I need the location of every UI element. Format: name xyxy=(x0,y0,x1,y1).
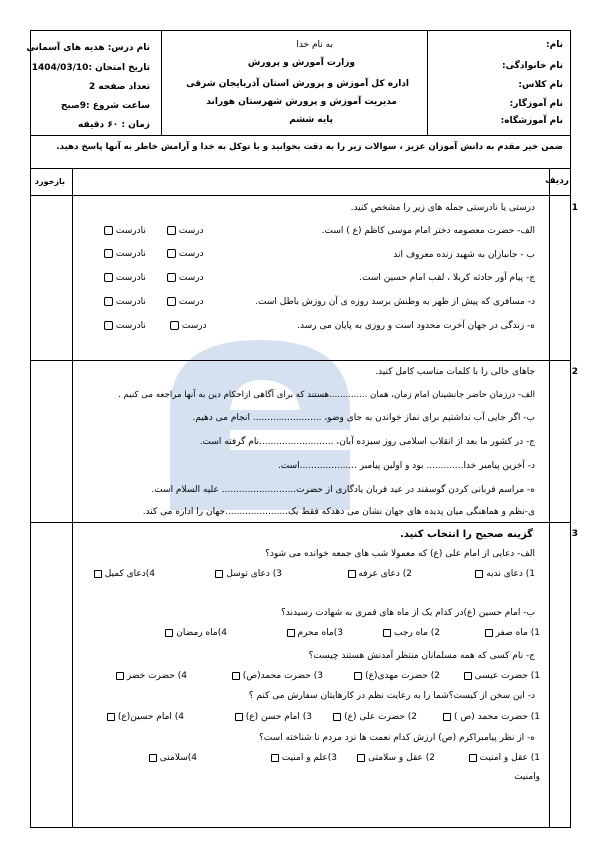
start-time: ساعت شروع :9صبح xyxy=(60,101,150,111)
province-office: اداره کل آموزش و پرورش استان آذربایجان شرقی xyxy=(186,79,409,89)
q3-c-opt4[interactable]: 4) حضرت خضر xyxy=(116,671,187,682)
q3-d-opt2[interactable]: 2) حضرت علی (ع) xyxy=(333,712,417,723)
q3-number: 3 xyxy=(571,529,578,539)
q2-item-b: ب- اگر جایی آب نداشتیم برای نماز خواندن به جای وضو، ........................ انجام می دهیم. xyxy=(192,413,535,423)
q2-item-d: د- آخرین پیامبر خدا............. بود و اولین پیامبر ....................است. xyxy=(277,461,535,471)
q1-item-b: ب - جانبازان به شهید زنده معروف اند xyxy=(393,250,535,260)
q3-title: گزینه صحیح را انتخاب کنید. xyxy=(399,529,533,540)
school-label: نام آموزشگاه: xyxy=(500,116,563,126)
q1-e-true[interactable]: درست xyxy=(170,321,207,332)
true-checkbox[interactable] xyxy=(167,273,176,282)
true-checkbox[interactable] xyxy=(167,249,176,258)
q3-question-b: ب- امام حسین (ع)در کدام یک از ماه های قمری به شهادت رسیدند؟ xyxy=(281,608,535,618)
ministry: وزارت آموزش و پرورش xyxy=(247,58,355,68)
option-checkbox[interactable] xyxy=(232,672,240,680)
false-checkbox[interactable] xyxy=(104,273,113,282)
true-checkbox[interactable] xyxy=(167,297,176,306)
q1-number: 1 xyxy=(571,203,578,213)
q3-b-opt1[interactable]: 1) ماه صفر xyxy=(485,628,540,639)
true-checkbox[interactable] xyxy=(170,321,179,330)
row-header: ردیف xyxy=(545,176,569,186)
option-checkbox[interactable] xyxy=(116,672,124,680)
option-checkbox[interactable] xyxy=(485,629,493,637)
false-checkbox[interactable] xyxy=(104,226,113,235)
q1-item-c: ج- پیام آور حادثه کربلا ، لقب امام حسین است. xyxy=(359,273,535,283)
q1-b-true[interactable]: درست xyxy=(167,249,204,260)
q3-e-opt3[interactable]: 3)علم و امنیت xyxy=(271,753,337,764)
q3-b-opt3[interactable]: 3)ماه محرم xyxy=(287,628,343,639)
q2-item-f: ی-نظم و هماهنگی میان پدیده های جهان نشان می دهدکه فقط یک......................جهان را اداره می کند. xyxy=(142,507,535,517)
q1-c-false[interactable]: نادرست xyxy=(104,273,146,284)
subject: نام درس: هدیه های آسمانی xyxy=(26,43,150,53)
option-checkbox[interactable] xyxy=(271,754,279,762)
option-checkbox[interactable] xyxy=(235,713,243,721)
q3-b-opt2[interactable]: 2) ماه رجب xyxy=(383,628,440,639)
q3-e-opt4[interactable]: 4)سلامتی xyxy=(149,753,197,764)
teacher-label: نام آموزگار: xyxy=(509,99,563,109)
option-checkbox[interactable] xyxy=(469,754,477,762)
false-checkbox[interactable] xyxy=(104,321,113,330)
class-label: نام کلاس: xyxy=(518,80,563,90)
q3-c-opt1[interactable]: 1) حضرت عیسی xyxy=(464,671,540,682)
option-checkbox[interactable] xyxy=(475,570,483,578)
q3-d-opt3[interactable]: 3) امام حسن (ع) xyxy=(235,712,312,723)
option-checkbox[interactable] xyxy=(354,672,362,680)
q1-item-a: الف- حضرت معصومه دختر امام موسی کاظم (ع ) است. xyxy=(321,226,535,236)
q1-item-e: ه- زندگی در جهان آخرت محدود است و روزی به پایان می رسد. xyxy=(297,321,535,331)
false-checkbox[interactable] xyxy=(104,249,113,258)
basmala: به نام خدا xyxy=(296,40,333,50)
duration: زمان : ۶۰ دقیقه xyxy=(78,120,150,130)
q3-d-opt1[interactable]: 1) حضرت محمد (ص ) xyxy=(443,712,540,723)
option-checkbox[interactable] xyxy=(333,713,341,721)
option-checkbox[interactable] xyxy=(215,570,223,578)
option-checkbox[interactable] xyxy=(357,754,365,762)
q1-a-true[interactable]: درست xyxy=(167,226,204,237)
q1-e-false[interactable]: نادرست xyxy=(104,321,146,332)
option-checkbox[interactable] xyxy=(348,570,356,578)
q3-question-e: ه- از نظر پیامبراکرم (ص) ارزش کدام نعمت ها نزد مردم نا شناخته است؟ xyxy=(258,733,535,743)
q3-a-opt4[interactable]: 4)دعای کمیل xyxy=(94,569,155,580)
q2-number: 2 xyxy=(571,367,578,377)
true-checkbox[interactable] xyxy=(167,226,176,235)
q3-question-c: ج- نام کسی که همه مسلمانان منتظر آمدنش هستند چیست؟ xyxy=(308,651,535,661)
intro-text: ضمن خیر مقدم به دانش آموزان عزیز ، سوالات زیر را به دقت بخوانید و با توکل به خدا و آرامش خاطر به آنها پاسخ دهید. xyxy=(56,142,563,152)
q3-e-opt1[interactable]: 1) عقل و امنیت xyxy=(469,753,540,764)
exam-date: تاریخ امتحان :1404/03/10 xyxy=(31,63,150,73)
exam-date-value: 1404/03/10 xyxy=(31,63,89,73)
q1-b-false[interactable]: نادرست xyxy=(104,249,146,260)
option-checkbox[interactable] xyxy=(287,629,295,637)
q2-item-a: الف- درزمان حاضر جانشینان امام زمان، همان ..............هستند که برای آگاهی ازاحکام دین به آنها مراجعه می کنیم . xyxy=(118,390,535,400)
q3-a-opt2[interactable]: 2) دعای عرفه xyxy=(348,569,412,580)
q2-title: جاهای خالی را با کلمات مناسب کامل کنید. xyxy=(375,367,535,377)
q1-title: درستی یا نادرستی جمله های زیر را مشخص کنید. xyxy=(350,203,535,213)
option-checkbox[interactable] xyxy=(94,570,102,578)
q3-b-opt4[interactable]: 4)ماه رمضان xyxy=(165,628,227,639)
q3-question-d: د- این سخن از کیست؟شما را به رعایت نظم در کارهایتان سفارش می کنم ؟ xyxy=(248,691,535,701)
q1-a-false[interactable]: نادرست xyxy=(104,226,146,237)
q1-d-true[interactable]: درست xyxy=(167,297,204,308)
q3-a-opt3[interactable]: 3) دعای توسل xyxy=(215,569,282,580)
family-label: نام خانوادگی: xyxy=(501,61,563,71)
q2-item-e: ه- مراسم قربانی کردن گوسفند در عید قربان یادگاری از حضرت.......................... علیه السلام است. xyxy=(151,485,535,495)
q3-c-opt2[interactable]: 2) حضرت مهدی(ع) xyxy=(354,671,440,682)
feedback-header: بازخورد xyxy=(34,177,65,186)
q3-a-opt1[interactable]: 1) دعای ندبه xyxy=(475,569,535,580)
option-checkbox[interactable] xyxy=(443,713,451,721)
q3-question-a: الف- دعایی از امام علی (ع) که معمولا شب های جمعه خوانده می شود؟ xyxy=(265,549,535,559)
page-count: تعداد صفحه 2 xyxy=(88,82,150,92)
option-checkbox[interactable] xyxy=(149,754,157,762)
name-label: نام: xyxy=(546,40,563,50)
q3-d-opt4[interactable]: 4) امام حسین(ع) xyxy=(107,712,184,723)
option-checkbox[interactable] xyxy=(383,629,391,637)
q2-item-c: ج- در کشور ما بعد از انقلاب اسلامی روز سیزده آبان، ..........................نام گرفته است. xyxy=(199,437,535,447)
q3-c-opt3[interactable]: 3) حضرت محمد(ص) xyxy=(232,671,323,682)
option-checkbox[interactable] xyxy=(464,672,472,680)
grade: پایه ششم xyxy=(289,115,333,125)
q3-e-opt1-continued: وامنیت xyxy=(514,772,540,782)
option-checkbox[interactable] xyxy=(107,713,115,721)
county-office: مدیریت آموزش و پرورش شهرستان هوراند xyxy=(206,97,397,107)
q1-c-true[interactable]: درست xyxy=(167,273,204,284)
false-checkbox[interactable] xyxy=(104,297,113,306)
q1-d-false[interactable]: نادرست xyxy=(104,297,146,308)
q3-e-opt2[interactable]: 2) عقل و سلامتی xyxy=(357,753,435,764)
option-checkbox[interactable] xyxy=(165,629,173,637)
q1-item-d: د- مسافری که پیش از ظهر به وطنش برسد روزه ی آن روزش باطل است. xyxy=(255,297,535,307)
